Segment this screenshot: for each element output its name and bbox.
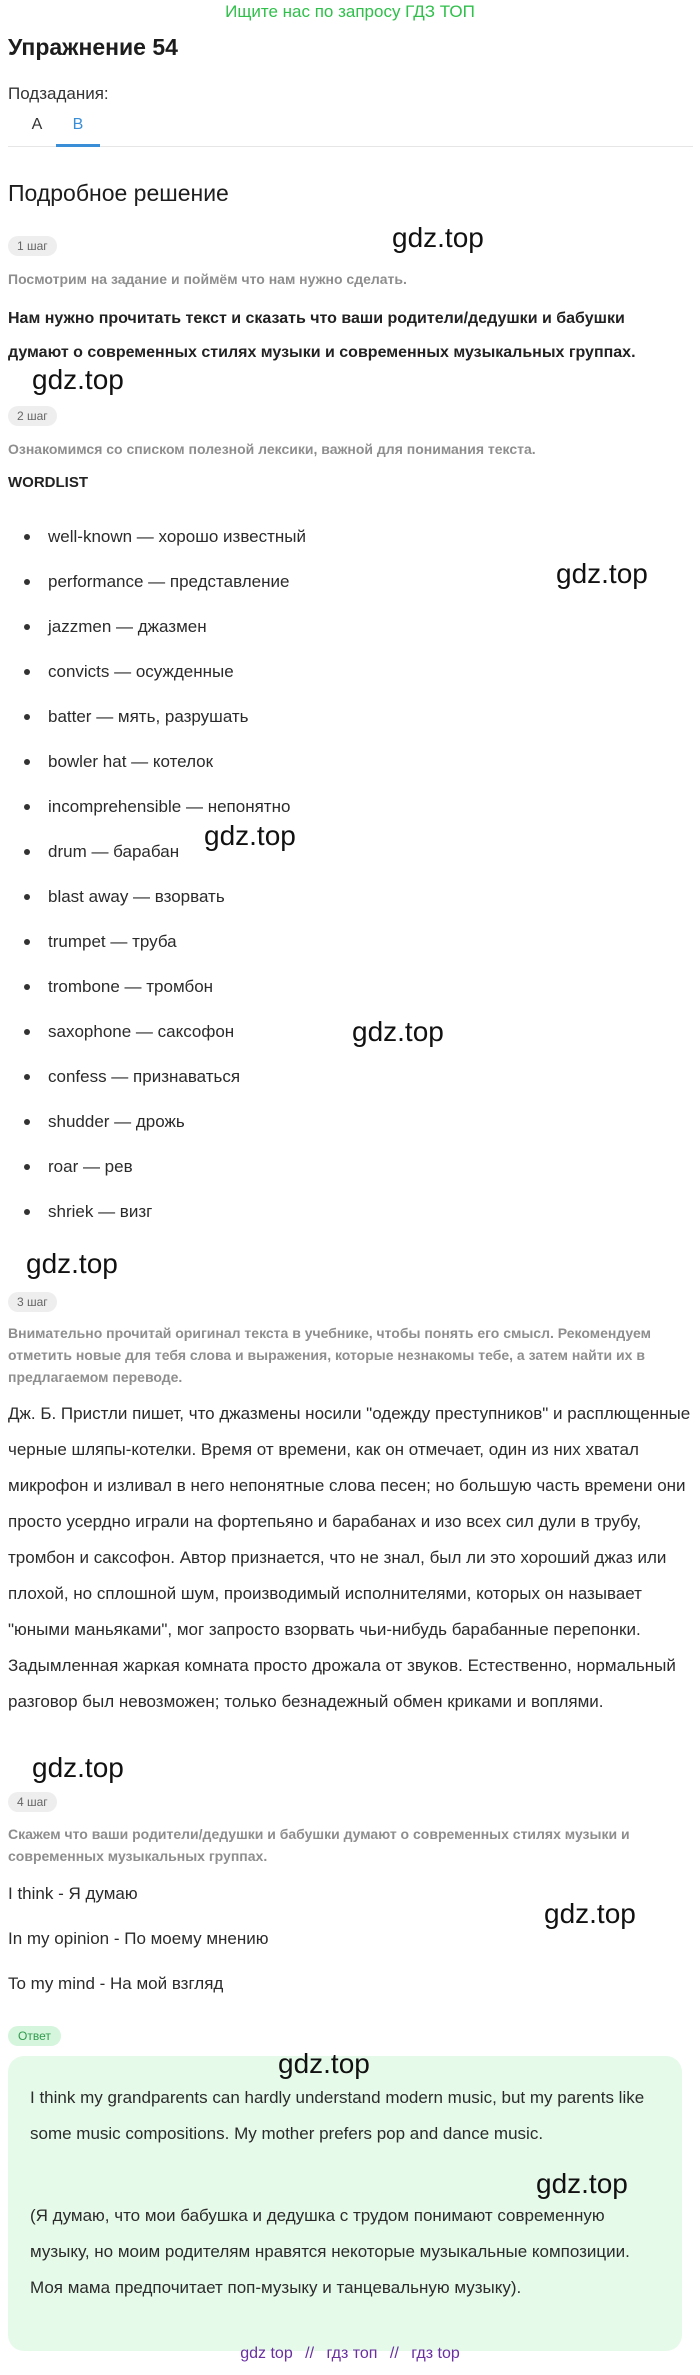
step-1-text: Нам нужно прочитать текст и сказать что ваши родители/дедушки и бабушки думают о современных стилях музыки и современных музыкальных группах. [8,310,636,361]
step-2-note: Ознакомимся со списком полезной лексики, важной для понимания текста. [8,441,536,457]
phrase-2: In my opinion - По моему мнению [8,1929,269,1948]
list-item: batter — мять, разрушать [48,707,249,726]
step-3-badge: 3 шаг [8,1292,57,1312]
answer-box [8,2056,682,2351]
list-item: convicts — осужденные [48,662,234,681]
tab-b[interactable]: B [56,110,100,147]
phrase-3: To my mind - На мой взгляд [8,1974,224,1993]
list-item: drum — барабан [48,842,180,861]
footer-link-1[interactable]: gdz top [240,2345,293,2362]
tab-a[interactable]: A [31,116,43,133]
wordlist-heading: WORDLIST [8,474,88,491]
step-2-badge: 2 шаг [8,406,57,426]
list-item: saxophone — саксофон [48,1022,235,1041]
list-item: jazzmen — джазмен [48,617,207,636]
step-4-badge: 4 шаг [8,1792,57,1812]
list-item: roar — рев [48,1157,133,1176]
list-item: confess — признаваться [48,1067,241,1086]
step-3-note: Внимательно прочитай оригинал текста в учебнике, чтобы понять его смысл. Рекомендуем отметить новые для тебя слова и выражения, которые незнакомы тебе, а затем найти их в предлагаемом переводе. [8,1325,651,1385]
list-item: blast away — взорвать [48,887,225,906]
step-4-note: Скажем что ваши родители/дедушки и бабушки думают о современных стилях музыки и современных музыкальных группах. [8,1826,630,1864]
footer-separator: // [305,2345,315,2362]
watermark: gdz.top [278,2048,370,2079]
subtask-tabs [8,110,693,147]
watermark: gdz.top [556,558,648,589]
watermark: gdz.top [26,1248,118,1279]
list-item: shudder — дрожь [48,1112,185,1131]
step-1-badge: 1 шаг [8,236,57,256]
section-title: Подробное решение [8,180,229,206]
step-1-note: Посмотрим на задание и поймём что нам нужно сделать. [8,271,407,287]
promo-banner: Ищите нас по запросу ГДЗ ТОП [225,2,475,21]
footer-link-2[interactable]: гдз топ [326,2345,378,2362]
watermark: gdz.top [204,820,296,851]
list-item: well-known — хорошо известный [48,527,306,546]
subtasks-label: Подзадания: [8,84,109,103]
footer-links [0,2345,700,2363]
watermark: gdz.top [392,222,484,253]
watermark: gdz.top [352,1016,444,1047]
list-item: bowler hat — котелок [48,752,214,771]
watermark: gdz.top [544,1898,636,1929]
list-item: performance — представление [48,572,290,591]
list-item: trombone — тромбон [48,977,214,996]
list-item: trumpet — труба [48,932,177,951]
list-item: shriek — визг [48,1202,153,1221]
phrase-1: I think - Я думаю [8,1884,138,1903]
watermark: gdz.top [32,1752,124,1783]
list-item: incomprehensible — непонятно [48,797,291,816]
answer-text-en: I think my grandparents can hardly understand modern music, but my parents like some music compositions. My mother prefers pop and dance music. [30,2088,645,2143]
page-title: Упражнение 54 [8,34,178,60]
step-3-text: Дж. Б. Пристли пишет, что джазмены носили "одежду преступников" и расплющенные черные шляпы-котелки. Время от времени, как он отмечает, один из них хватал микрофон и изливал в него непонятные слова песен; но большую часть времени они просто усердно играли на фортепьяно и барабанах и изо всех сил дули в трубу, тромбон и саксофон. Автор признается, что не знал, был ли это хороший джаз или плохой, но сплошной шум, производимый исполнителями, которых он называет "юными маньяками", мог запросто взорвать чьи-нибудь барабанные перепонки. Задымленная жаркая комната просто дрожала от звуков. Естественно, нормальный разговор был невозможен; только безнадежный обмен криками и воплями. [8,1404,691,1711]
answer-text-ru: (Я думаю, что мои бабушка и дедушка с трудом понимают современную музыку, но моим родителям нравятся некоторые музыкальные композиции. Моя мама предпочитает поп-музыку и танцевальную музыку). [30,2206,630,2297]
watermark: gdz.top [32,364,124,395]
footer-link-3[interactable]: гдз top [411,2345,460,2362]
footer-separator: // [389,2345,399,2362]
watermark: gdz.top [536,2168,628,2199]
answer-badge: Ответ [8,2026,61,2046]
